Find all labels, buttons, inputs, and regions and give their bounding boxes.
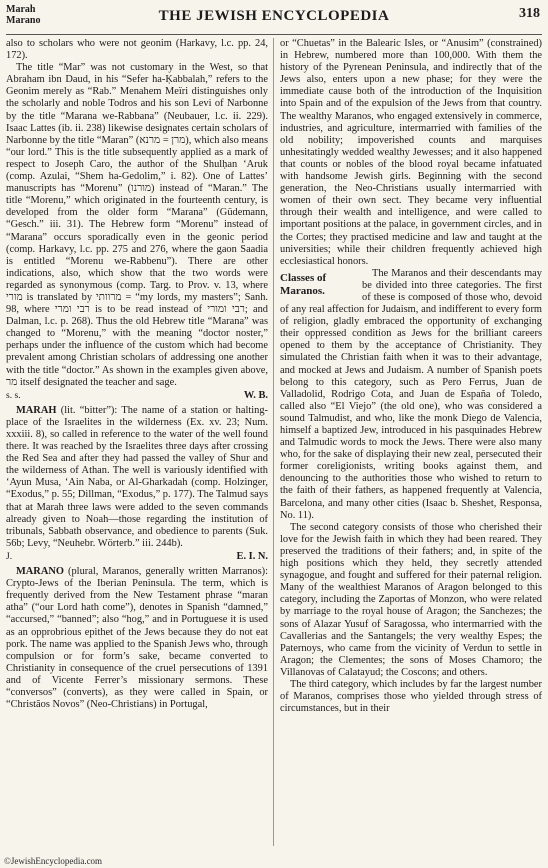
page-header — [6, 2, 542, 35]
signature-line — [6, 551, 268, 563]
left-column — [6, 38, 268, 846]
running-head-last: Marano — [6, 15, 41, 26]
paragraph: The Maranos and their descendants may be divided into three categories. The first of these is composed of those who, devoid of any real affection for Judaism, and indifferent to every form of religion, gladly embraced the opportunity of exchanging their oppressed condition as Jews for the brilliant careers opened to them by the acceptance of Christianity. They simulated the Christian faith when it was to their advantage, and mocked at Jews and Judaism. A number of Spanish poets belong to this category, such as Pero Ferrus, Juan de Valladolid, Rodrigo Cota, and Juan de España of Toledo, called also “El Viejo” (the old one), who was considered a sound Talmudist, and who, like the monk Diego de Valencia, himself a baptized Jew, introduced in his pasquinades Hebrew and Talmudic words to mock the Jews. There were also many who, for the sake of displaying their new zeal, persecuted their former coreligionists, writing books against them, and denouncing to the authorities those who wished to return to the faith of their fathers, as happened frequently at Valencia, Barcelona, and many other cities (Isaac b. Sheshet, Responsa, No. 11). — [280, 267, 542, 521]
paragraph: also to scholars who were not geonim (Harkavy, l.c. pp. 24, 172). — [6, 38, 268, 62]
author-initials: E. I. N. — [236, 550, 268, 562]
paragraph: or “Chuetas” in the Balearic Isles, or “Anusim” (constrained) in Hebrew, numbered more than 100,000. With them the history of the Pyrenean Peninsula, and indirectly that of the Jews also, enters upon a new phase; for they were the immediate cause both of the introduction of the Inquisition into Spain and of the expulsion of the Jews from that country. The wealthy Maranos, who engaged extensively in commerce, industries, and agriculture, intermarried with families of the old nobility; impoverished counts and marquises unhesitatingly wedded wealthy Jewesses; and it also happened that counts or nobles of the blood royal became infatuated with handsome Jewish girls. Beginning with the second generation, the Neo-Christians usually intermarried with women of their own sect. They became very influential through their wealth and intelligence, and were called to important positions at the palace, in government circles, and in the Cortes; they practised medicine and law and taught at the universities; while their children frequently achieved high ecclesiastical honors. — [280, 38, 542, 267]
page-number: 318 — [519, 6, 540, 21]
entry-text: (lit. “bitter”): The name of a station or halting-place of the Israelites in the wilderness (Ex. xv. 23; Num. xxxiii. 8), so called in reference to the water of the well found there. It was reached by the Israelites three days after crossing the Red Sea and after they had passed the valley of Shur and the wilderness of Athan. The well is variously identified with ‘Ayun Musa, ‘Ain Naba, or Al-Gharkadah (comp. Holzinger, “Exodus,” p. 55; Dillman, “Exodus,” p. 177). The Talmud says that at Marah three laws were added to the seven commands already given to Noah—those regarding the institution of tribunals, Sabbath observance, and obedience to parents (Suk. 56b; Levy, “Neuhebr. Wörterb.” iii. 244b). — [6, 404, 268, 549]
signature-initials: s. s. — [6, 389, 21, 401]
author-initials: W. B. — [243, 389, 268, 401]
footer-copyright: ©JewishEncyclopedia.com — [4, 856, 103, 866]
paragraph: The second category consists of those who cherished their love for the Jewish faith in which they had been reared. They preserved the traditions of their fathers; and, in spite of the high positions which they held, they secretly attended synagogue, and fought and suffered for their paternal religion. Many of the wealthiest Maranos of Aragon belonged to this category, including the Zaportas of Monzon, who were related by marriage to the royal house of Aragon; the Sanchezes; the sons of Alazar Yusuf of Saragossa, who intermarried with the Cavallerias and the Santangels; the very wealthy Espes; the Paternoys, who came from the vicinity of Verdun to settle in Aragon; the Clementes; the sons of Moses Chamoro; the Villanovas of Calatayud; the Coscons; and others. — [280, 521, 542, 678]
side-heading-line: Classes of — [280, 271, 327, 284]
side-heading-line: Maranos. — [280, 284, 325, 297]
paragraph: The third category, which includes by far the largest number of Maranos, comprises those who yielded through stress of circumstances, but in their — [280, 678, 542, 715]
column-divider — [273, 38, 274, 846]
side-heading — [280, 272, 356, 298]
running-head-first: Marah — [6, 4, 36, 15]
paragraph: The title “Mar” was not customary in the West, so that Abraham ibn Daud, in his “Sefer ha-Ḳabbalah,” refers to the Geonim merely as “Rab.” Menahem Meïri distinguishes only the scholarly and noble Todros and his son Levi of Narbonne by the title “Marana we-Rabbana” (Neubauer, l.c. ii. 229). Isaac Lattes (ib. ii. 238) likewise designates certain scholars of Narbonne by the title “Maran” (מרן = מרנא), which also means “our lord.” This is the title subsequently applied as a mark of respect to Joseph Caro, the author of the Shulḥan ‘Aruk (comp. Azulai, “Shem ha-Gedolim,” i. 82). One of Lattes’ manuscripts has “Morenu” (מורנו) instead of “Maran.” The title “Morenu,” which originated in the fourteenth century, is developed from the older form “Marana” (Güdemann, “Gesch.” iii. 31). The Hebrew form “Morenu” instead of “Marana” occurs sporadically even in the geonic period (comp. Harkavy, l.c. pp. 275 and 276, where the gaon Saadia is entitled “Morenu we-Rabbenu”). There are other indications, also, which show that the two words were regarded as synonymous (comp. Targ. to Prov. v. 13, where מורי is translated by מרוותי = “my lords, my masters”; Sanh. 98, where רבי ומרי is to be read instead of רבי ומורי; and Dalman, l.c. p. 268). Thus the old Hebrew title “Marana” was changed to “Morenu,” with the meaning “doctor noster,” perhaps under the influence of the custom which had become prevalent among Christian scholars of addressing one another with the title “doctor.” As shown in the examples given above, מר itself designated the teacher and sage. — [6, 62, 268, 388]
entry-marah — [6, 405, 268, 550]
signature-line — [6, 390, 268, 402]
publication-title: THE JEWISH ENCYCLOPEDIA — [158, 8, 390, 24]
signature-initials: J. — [6, 550, 13, 562]
entry-marano — [6, 566, 268, 711]
right-column — [280, 38, 542, 846]
entry-headword: MARAH — [16, 404, 57, 416]
entry-text: (plural, Maranos, generally written Marranos): Crypto-Jews of the Iberian Peninsula. The term, which is frequently derived from the New Testament phrase “maran atha” (“our Lord hath come”), denotes in Spanish “damned,” “accursed,” “banned”; also “hog,” and in Portuguese it is used as an opprobrious epithet of the Jews because they do not eat pork. The name was applied to the Spanish Jews who, through compulsion or for form’s sake, became converted to Christianity in consequence of the cruel persecutions of 1391 and of Vicente Ferrer’s missionary sermons. These “conversos” (converts), as they were called in Spain, or “Christãos Novos” (Neo-Christians) in Portugal, — [6, 566, 268, 711]
entry-headword: MARANO — [16, 566, 64, 578]
